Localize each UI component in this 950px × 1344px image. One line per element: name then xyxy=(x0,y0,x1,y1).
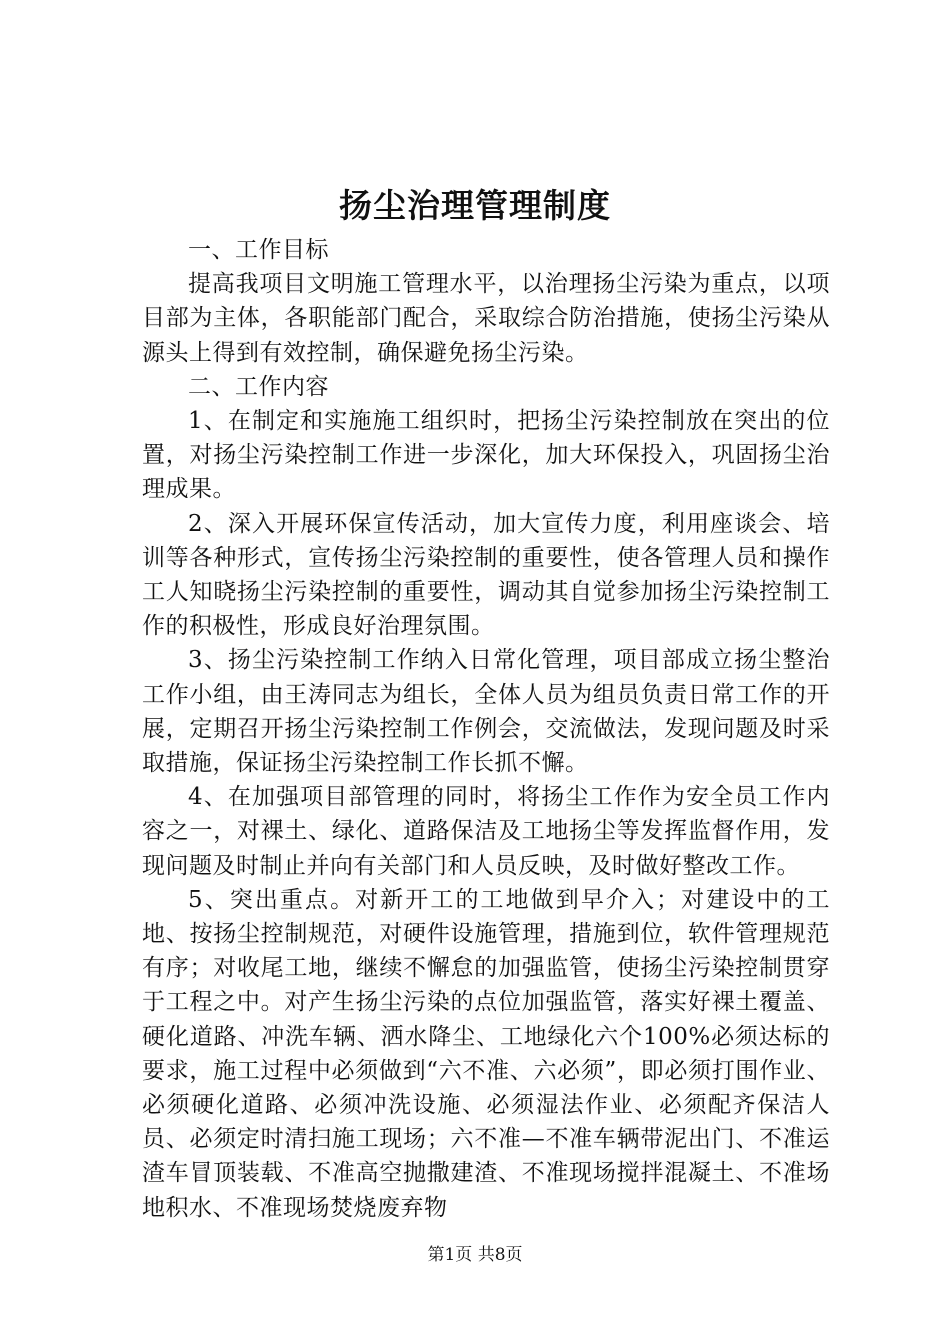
section-heading-goals: 一、工作目标 xyxy=(188,237,329,263)
section-heading-content: 二、工作内容 xyxy=(188,373,329,400)
paragraph-item-1: 1、在制定和实施施工组织时，把扬尘污染控制放在突出的位置，对扬尘污染控制工作进一步深化，加大环保投入，巩固扬尘治理成果。 xyxy=(142,408,830,503)
document-body xyxy=(142,233,830,1225)
paragraph-item-2: 2、深入开展环保宣传活动，加大宣传力度，利用座谈会、培训等各种形式，宣传扬尘污染控制的重要性，使各管理人员和操作工人知晓扬尘污染控制的重要性，调动其自觉参加扬尘污染控制工作的积极性，形成良好治理氛围。 xyxy=(142,510,830,640)
paragraph-item-5: 5、突出重点。对新开工的工地做到早介入；对建设中的工地、按扬尘控制规范，对硬件设施管理，措施到位，软件管理规范有序；对收尾工地，继续不懈怠的加强监管，使扬尘污染控制贯穿于工程之中。对产生扬尘污染的点位加强监管，落实好裸土覆盖、硬化道路、冲洗车辆、洒水降尘、工地绿化六个100%必须达标的要求，施工过程中必须做到“六不准、六必须”，即必须打围作业、必须硬化道路、必须冲洗设施、必须湿法作业、必须配齐保洁人员、必须定时清扫施工现场；六不准—不准车辆带泥出门、不准运渣车冒顶装载、不准高空抛撒建渣、不准现场搅拌混凝土、不准场地积水、不准现场焚烧废弃物 xyxy=(142,886,830,1221)
paragraph-goals: 提高我项目文明施工管理水平，以治理扬尘污染为重点，以项目部为主体，各职能部门配合，采取综合防治措施，使扬尘污染从源头上得到有效控制，确保避免扬尘污染。 xyxy=(142,271,830,366)
page-number-footer: 第1页 共8页 xyxy=(427,1245,523,1265)
paragraph-item-3: 3、扬尘污染控制工作纳入日常化管理，项目部成立扬尘整治工作小组，由王涛同志为组长，全体人员为组员负责日常工作的开展，定期召开扬尘污染控制工作例会，交流做法，发现问题及时采取措施，保证扬尘污染控制工作长抓不懈。 xyxy=(142,647,830,777)
paragraph-item-4: 4、在加强项目部管理的同时，将扬尘工作作为安全员工作内容之一，对裸土、绿化、道路保洁及工地扬尘等发挥监督作用，发现问题及时制止并向有关部门和人员反映，及时做好整改工作。 xyxy=(142,784,830,879)
document-title: 扬尘治理管理制度 xyxy=(339,186,611,225)
